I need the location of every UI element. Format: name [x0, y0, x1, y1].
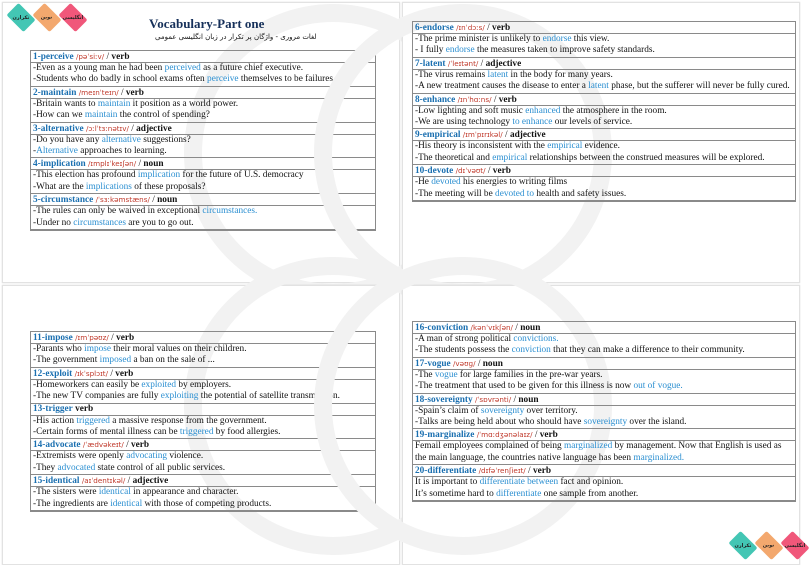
highlighted-term: alternative [101, 134, 141, 145]
entry-header: 3-alternative /ɔːlˈtɜːnətɪv/ / adjective [31, 123, 375, 135]
entry-number: 2- [33, 87, 41, 98]
entry-header: 15-identical /aɪˈdentɪkəl/ / adjective [31, 475, 375, 487]
entry-examples [31, 380, 375, 404]
sentence-text: -How can we [33, 110, 85, 121]
entry-phonetic: /ˈædvəkeɪt/ [82, 440, 124, 450]
highlighted-term: enhanced [525, 105, 561, 116]
entry-word: exploit [45, 368, 73, 379]
entry-phonetic: /ɪnˈdɔːs/ [456, 23, 485, 32]
sentence-text: -Britain wants to [33, 98, 98, 109]
vocab-table-3 [30, 331, 376, 512]
highlighted-term: impose [84, 344, 111, 354]
entry-examples [413, 34, 795, 58]
entry-phonetic: /ˈsɜːkəmstæns/ [95, 195, 150, 205]
entry-number: 7- [415, 58, 423, 69]
example-sentence [415, 334, 795, 345]
highlighted-term: maintain [84, 110, 118, 121]
sentence-text: one sample from another. [541, 488, 639, 499]
entry-examples [31, 170, 375, 194]
sentence-text: this view. [571, 34, 610, 44]
entry-examples [413, 406, 795, 430]
entry-word: enhance [422, 94, 456, 105]
sentence-text: for the future of U.S. democracy [180, 170, 304, 181]
entry-header: 19-marginalize /ˈmɑːdʒənəlaɪz/ / verb [413, 429, 795, 441]
badge-group [731, 537, 807, 554]
sentence-text: -He [415, 177, 432, 188]
entry-part-of-speech: noun [143, 159, 164, 170]
sentence-text: -Extremists were openly [33, 451, 127, 462]
entry-part-of-speech: adjective [509, 130, 546, 141]
sentence-text: relationships between the construed measures will be explored. [527, 152, 765, 163]
sentence-text: evidence. [582, 141, 621, 152]
entry-number: 5- [33, 195, 41, 206]
entry-examples [31, 416, 375, 440]
example-sentence [415, 141, 795, 152]
sentence-text: the measures taken to improve safety standards. [474, 45, 655, 56]
highlighted-term: empirical [547, 141, 583, 152]
entry-part-of-speech: verb [125, 87, 144, 98]
sentence-text: by management. Now that English is used as the main language, the countries native language has been [415, 441, 782, 463]
example-sentence [33, 355, 375, 366]
entry-part-of-speech: noun [157, 195, 178, 206]
sentence-text: -His theory is inconsistent with the [415, 141, 548, 152]
highlighted-term: endorse [542, 34, 572, 44]
sentence-text: his energies to writing films [460, 177, 568, 188]
highlighted-term: latent [487, 69, 509, 80]
entry-part-of-speech: verb [115, 368, 134, 379]
highlighted-term: triggered [76, 415, 110, 426]
sentence-text: -The theoretical and [415, 152, 493, 163]
entry-number: 9- [415, 130, 423, 141]
highlighted-term: out of vogue. [633, 381, 683, 392]
entry-number: 3- [33, 123, 41, 134]
sentence-text: a massive response from the government. [109, 415, 267, 426]
highlighted-term: circumstances. [202, 206, 258, 217]
entry-examples [31, 344, 375, 368]
example-sentence [33, 344, 375, 355]
highlighted-term: sovereignty [583, 417, 628, 428]
sentence-text: -Low lighting and soft music [415, 105, 526, 116]
example-sentence [33, 135, 375, 146]
highlighted-term: latent [588, 81, 609, 92]
entry-examples [413, 477, 795, 501]
example-sentence [415, 406, 795, 417]
example-sentence [33, 63, 375, 74]
sentence-text: -The [415, 369, 435, 380]
entry-header: 1-perceive /pəˈsiːv/ / verb [31, 51, 375, 63]
sentence-text: in appearance and character. [130, 487, 239, 498]
entry-word: vogue [427, 358, 451, 369]
sentence-text: Femail employees complained of being [415, 441, 564, 452]
example-sentence [33, 451, 375, 462]
entry-word: identical [45, 476, 80, 487]
highlighted-term: perceive [207, 74, 239, 85]
example-sentence [415, 370, 795, 381]
entry-word: impose [44, 333, 73, 343]
example-sentence [415, 106, 795, 117]
entry-part-of-speech: verb [532, 466, 552, 477]
sentence-text: -Under no [33, 217, 74, 228]
entry-number: 15- [33, 476, 46, 487]
example-sentence [415, 153, 795, 164]
sentence-text: -Students who do badly in school exams often [33, 74, 208, 85]
entry-header: 18-sovereignty /ˈsɒvrənti/ / noun [413, 394, 795, 406]
sentence-text: phase, but the sufferer will never be fully cured. [608, 81, 790, 92]
sentence-text: -This election has profound [33, 170, 138, 181]
example-sentence [415, 34, 795, 45]
highlighted-term: advocated [57, 462, 96, 473]
sentence-text: their moral values on their children. [110, 344, 247, 354]
badge-group [9, 9, 85, 26]
sentence-text: that they can make a difference to their community. [550, 345, 745, 356]
vocab-table-2 [412, 21, 796, 202]
example-sentence [415, 417, 795, 428]
entry-examples [413, 370, 795, 394]
sentence-text: state control of all public services. [95, 462, 226, 473]
highlighted-term: triggered [179, 427, 214, 438]
example-sentence [33, 170, 375, 181]
page-subtitle: لغات مروری - واژگان پر تکرار در زبان انگلیسی عمومی [155, 33, 317, 41]
example-sentence [415, 189, 795, 200]
entry-word: maintain [40, 87, 77, 98]
example-sentence [33, 99, 375, 110]
entry-number: 10- [415, 166, 428, 177]
entry-part-of-speech: verb [539, 430, 558, 441]
example-sentence [33, 74, 375, 85]
entry-examples [413, 70, 795, 94]
badge-1: تکرارن [7, 3, 36, 32]
entry-part-of-speech: verb [492, 23, 511, 33]
sentence-text: the atmosphere in the room. [560, 105, 667, 116]
vocab-table-4 [412, 321, 796, 502]
entry-header: 7-latent /ˈleɪtənt/ / adjective [413, 58, 795, 70]
entry-number: 16- [415, 323, 428, 333]
badge-3: انگلیسی [59, 3, 88, 32]
sentence-text: as a future chief executive. [200, 63, 304, 73]
entry-part-of-speech: adjective [485, 58, 522, 69]
badge-1: تکرارن [729, 531, 758, 560]
highlighted-term: to enhance [512, 117, 553, 128]
entry-phonetic: /ɔːlˈtɜːnətɪv/ [85, 123, 129, 133]
sentence-text: -Parants who [33, 344, 85, 354]
highlighted-term: endorse [445, 45, 475, 56]
highlighted-term: empirical [492, 152, 528, 163]
sentence-text: in the body for many years. [508, 69, 613, 80]
entry-phonetic: /ɪmplɪˈkeɪʃən/ [88, 159, 137, 169]
example-sentence [33, 182, 375, 193]
highlighted-term: perceived [164, 63, 201, 73]
entry-word: trigger [45, 403, 73, 414]
example-sentence [33, 499, 375, 510]
entry-number: 6- [415, 23, 423, 33]
entry-part-of-speech: verb [492, 166, 511, 177]
entry-part-of-speech: verb [498, 94, 517, 105]
vocab-table-1 [30, 50, 376, 231]
example-sentence [33, 487, 375, 498]
entry-word: circumstance [40, 195, 94, 206]
highlighted-term: marginalized [563, 441, 613, 452]
entry-part-of-speech: verb [116, 333, 135, 343]
badge-3: انگلیسی [781, 531, 810, 560]
sentence-text: it position as a world power. [130, 98, 239, 109]
highlighted-term: exploited [141, 379, 177, 390]
highlighted-term: sovereignty [480, 405, 525, 416]
highlighted-term: convictions. [513, 334, 559, 344]
example-sentence [33, 416, 375, 427]
entry-header: 11-impose /ɪmˈpəʊz/ / verb [31, 332, 375, 344]
entry-phonetic: /ɪkˈsplɔɪt/ [74, 368, 108, 378]
entry-part-of-speech: verb [111, 52, 130, 62]
example-sentence [33, 206, 375, 217]
entry-phonetic: /ɪmˈpəʊz/ [75, 333, 109, 342]
sentence-text: -The students possess the [415, 345, 512, 356]
badge-2: نوین [33, 3, 62, 32]
sentence-text: our levels of service. [552, 117, 633, 128]
example-sentence [33, 218, 375, 229]
entry-header: 17-vogue /vəʊɡ/ / noun [413, 358, 795, 370]
highlighted-term: circumstances [73, 217, 126, 228]
entry-examples [31, 99, 375, 123]
example-sentence [415, 117, 795, 128]
entry-part-of-speech: noun [482, 358, 503, 369]
entry-phonetic: /pəˈsiːv/ [75, 52, 105, 61]
entry-number: 13- [33, 403, 46, 414]
entry-number: 4- [33, 159, 41, 170]
entry-word: conviction [427, 323, 469, 333]
entry-examples [31, 206, 375, 230]
sentence-text: -The virus remains [415, 69, 488, 80]
sentence-text: by employers. [176, 379, 232, 390]
sentence-text: -The rules can only be waived in exceptional [33, 206, 203, 217]
entry-header [31, 404, 375, 416]
sentence-text: -A new treatment causes the disease to enter a [415, 81, 589, 92]
example-sentence [415, 345, 795, 356]
entry-part-of-speech: verb [131, 440, 150, 451]
entry-examples [413, 441, 795, 465]
sentence-text: over the island. [627, 417, 687, 428]
sentence-text: the potential of satellite transmission. [198, 391, 340, 402]
highlighted-term: implications [85, 181, 132, 192]
example-sentence [33, 427, 375, 438]
entry-examples [413, 177, 795, 201]
example-sentence [33, 463, 375, 474]
sentence-text: -Certain forms of mental illness can be [33, 427, 180, 438]
entry-header: 16-conviction /kənˈvɪkʃən/ / noun [413, 322, 795, 334]
example-sentence [33, 146, 375, 157]
highlighted-term: implication [137, 170, 181, 181]
sentence-text: -The government [33, 355, 100, 366]
example-sentence [415, 441, 795, 464]
sentence-text: - [33, 146, 37, 157]
sentence-text: by food allergies. [213, 427, 281, 438]
sentence-text: violence. [167, 451, 204, 462]
sentence-text: -The treatment that used to be given for this illness is now [415, 381, 634, 392]
sentence-text: -The new TV companies are fully [33, 391, 161, 402]
entry-examples [31, 135, 375, 159]
page-4 [402, 285, 806, 565]
entry-phonetic: /dɪˈvəʊt/ [455, 166, 486, 176]
entry-header: 20-differentiate /dɪfəˈrenʃieɪt/ / verb [413, 465, 795, 477]
sentence-text: for large families in the pre-war years. [457, 369, 603, 380]
entry-examples [413, 334, 795, 358]
entry-header: 8-enhance /ɪnˈhɑːns/ / verb [413, 94, 795, 106]
example-sentence [415, 489, 795, 500]
entry-word: empirical [422, 130, 461, 141]
entry-examples [413, 141, 795, 165]
page-2 [402, 2, 800, 283]
example-sentence [415, 81, 795, 92]
entry-word: implication [40, 159, 86, 170]
sentence-text: -Spain’s claim of [415, 405, 481, 416]
highlighted-term: marginalized. [633, 452, 685, 463]
entry-phonetic: /ˈleɪtənt/ [447, 58, 479, 68]
sentence-text: It is important to [415, 477, 480, 488]
entry-number: 20- [415, 466, 428, 477]
entry-word: advocate [45, 440, 81, 451]
badge-2: نوین [755, 531, 784, 560]
entry-header: 6-endorse /ɪnˈdɔːs/ / verb [413, 22, 795, 34]
entry-header: 10-devote /dɪˈvəʊt/ / verb [413, 165, 795, 177]
page-3 [2, 285, 400, 565]
entry-word: latent [422, 58, 446, 69]
entry-word: perceive [40, 52, 74, 62]
highlighted-term: identical [110, 498, 143, 509]
sentence-text: -His action [33, 415, 77, 426]
entry-phonetic: /ˈmɑːdʒənəlaɪz/ [476, 430, 533, 440]
example-sentence [33, 391, 375, 402]
sentence-text: -The ingredients are [33, 498, 111, 509]
entry-phonetic: /ɪnˈhɑːns/ [457, 94, 492, 104]
highlighted-term: devoted to [495, 188, 535, 199]
sentence-text: -Homeworkers can easily be [33, 379, 142, 390]
example-sentence [33, 380, 375, 391]
sentence-text: with those of competing products. [142, 498, 272, 509]
highlighted-term: devoted [431, 177, 461, 188]
page-title: Vocabulary-Part one [149, 16, 265, 31]
entry-phonetic: /ɪmˈpɪrɪkəl/ [462, 130, 503, 140]
entry-part-of-speech: noun [520, 323, 541, 333]
entry-part-of-speech: verb [75, 403, 94, 414]
sentence-text: -We are using technology [415, 117, 513, 128]
entry-examples [413, 106, 795, 130]
sentence-text: are you to go out. [125, 217, 194, 228]
sentence-text: health and safety issues. [534, 188, 627, 199]
sentence-text: -A man of strong political [415, 334, 514, 344]
highlighted-term: Alternative [36, 146, 78, 157]
highlighted-term: conviction [511, 345, 551, 356]
sentence-text: -What are the [33, 181, 86, 192]
example-sentence [415, 177, 795, 188]
sentence-text: -Talks are being held about who should have [415, 417, 584, 428]
sentence-text: -They [33, 462, 58, 473]
example-sentence [415, 70, 795, 81]
sentence-text: -The prime minister is unlikely to [415, 34, 543, 44]
highlighted-term: differentiate [496, 488, 542, 499]
example-sentence [415, 477, 795, 488]
highlighted-term: identical [98, 487, 131, 498]
entry-examples [31, 63, 375, 87]
entry-part-of-speech: noun [518, 394, 539, 405]
entry-number: 19- [415, 430, 428, 441]
sentence-text: over territory. [524, 405, 578, 416]
entry-phonetic: /ˈsɒvrənti/ [475, 394, 512, 404]
sentence-text: -The meeting will be [415, 188, 496, 199]
entry-number: 18- [415, 394, 428, 405]
entry-word: differentiate [427, 466, 477, 477]
sentence-text: - I fully [415, 45, 446, 56]
entry-word: sovereignty [427, 394, 473, 405]
example-sentence [415, 381, 795, 392]
sentence-text: the control of spending? [117, 110, 210, 121]
example-sentence [415, 45, 795, 56]
highlighted-term: vogue [434, 369, 458, 380]
entry-number: 14- [33, 440, 46, 451]
sentence-text: fact and opinion. [558, 477, 624, 488]
sentence-text: It’s sometime hard to [415, 488, 497, 499]
entry-header: 14-advocate /ˈædvəkeɪt/ / verb [31, 439, 375, 451]
entry-phonetic: /vəʊɡ/ [452, 358, 476, 368]
highlighted-term: differentiate between [479, 477, 559, 488]
entry-phonetic: /meɪnˈteɪn/ [78, 87, 119, 97]
entry-header: 4-implication /ɪmplɪˈkeɪʃən/ / noun [31, 158, 375, 170]
entry-number: 1- [33, 52, 41, 62]
entry-number: 8- [415, 94, 423, 105]
sentence-text: of these proposals? [131, 181, 206, 192]
entry-word: alternative [40, 123, 84, 134]
highlighted-term: exploiting [160, 391, 199, 402]
entry-phonetic: /dɪfəˈrenʃieɪt/ [478, 466, 526, 476]
entry-number: 11- [33, 333, 45, 343]
entry-part-of-speech: adjective [132, 476, 169, 487]
entry-examples [31, 451, 375, 475]
entry-word: devote [427, 166, 454, 177]
entry-number: 17- [415, 358, 428, 369]
entry-phonetic: /kənˈvɪkʃən/ [470, 323, 513, 332]
entry-header: 12-exploit /ɪkˈsplɔɪt/ / verb [31, 368, 375, 380]
entry-header: 9-empirical /ɪmˈpɪrɪkəl/ / adjective [413, 129, 795, 141]
entry-header: 2-maintain /meɪnˈteɪn/ / verb [31, 87, 375, 99]
sentence-text: -Even as a young man he had been [33, 63, 165, 73]
highlighted-term: advocating [126, 451, 167, 462]
page-1 [2, 2, 400, 283]
entry-number: 12- [33, 368, 46, 379]
highlighted-term: maintain [97, 98, 131, 109]
entry-header: 5-circumstance /ˈsɜːkəmstæns/ / noun [31, 194, 375, 206]
entry-word: endorse [422, 23, 454, 33]
entry-examples [31, 487, 375, 511]
sentence-text: themselves to be failures. [238, 74, 336, 85]
sentence-text: -Do you have any [33, 134, 102, 145]
example-sentence [33, 110, 375, 121]
highlighted-term: imposed [99, 355, 132, 366]
entry-part-of-speech: adjective [136, 123, 172, 134]
entry-phonetic: /aɪˈdentɪkəl/ [81, 476, 126, 486]
sentence-text: -The sisters were [33, 487, 99, 498]
sentence-text: approaches to learning. [77, 146, 167, 157]
entry-word: marginalize [427, 430, 475, 441]
sentence-text: a ban on the sale of ... [131, 355, 215, 366]
sentence-text: suggestions? [140, 134, 191, 145]
